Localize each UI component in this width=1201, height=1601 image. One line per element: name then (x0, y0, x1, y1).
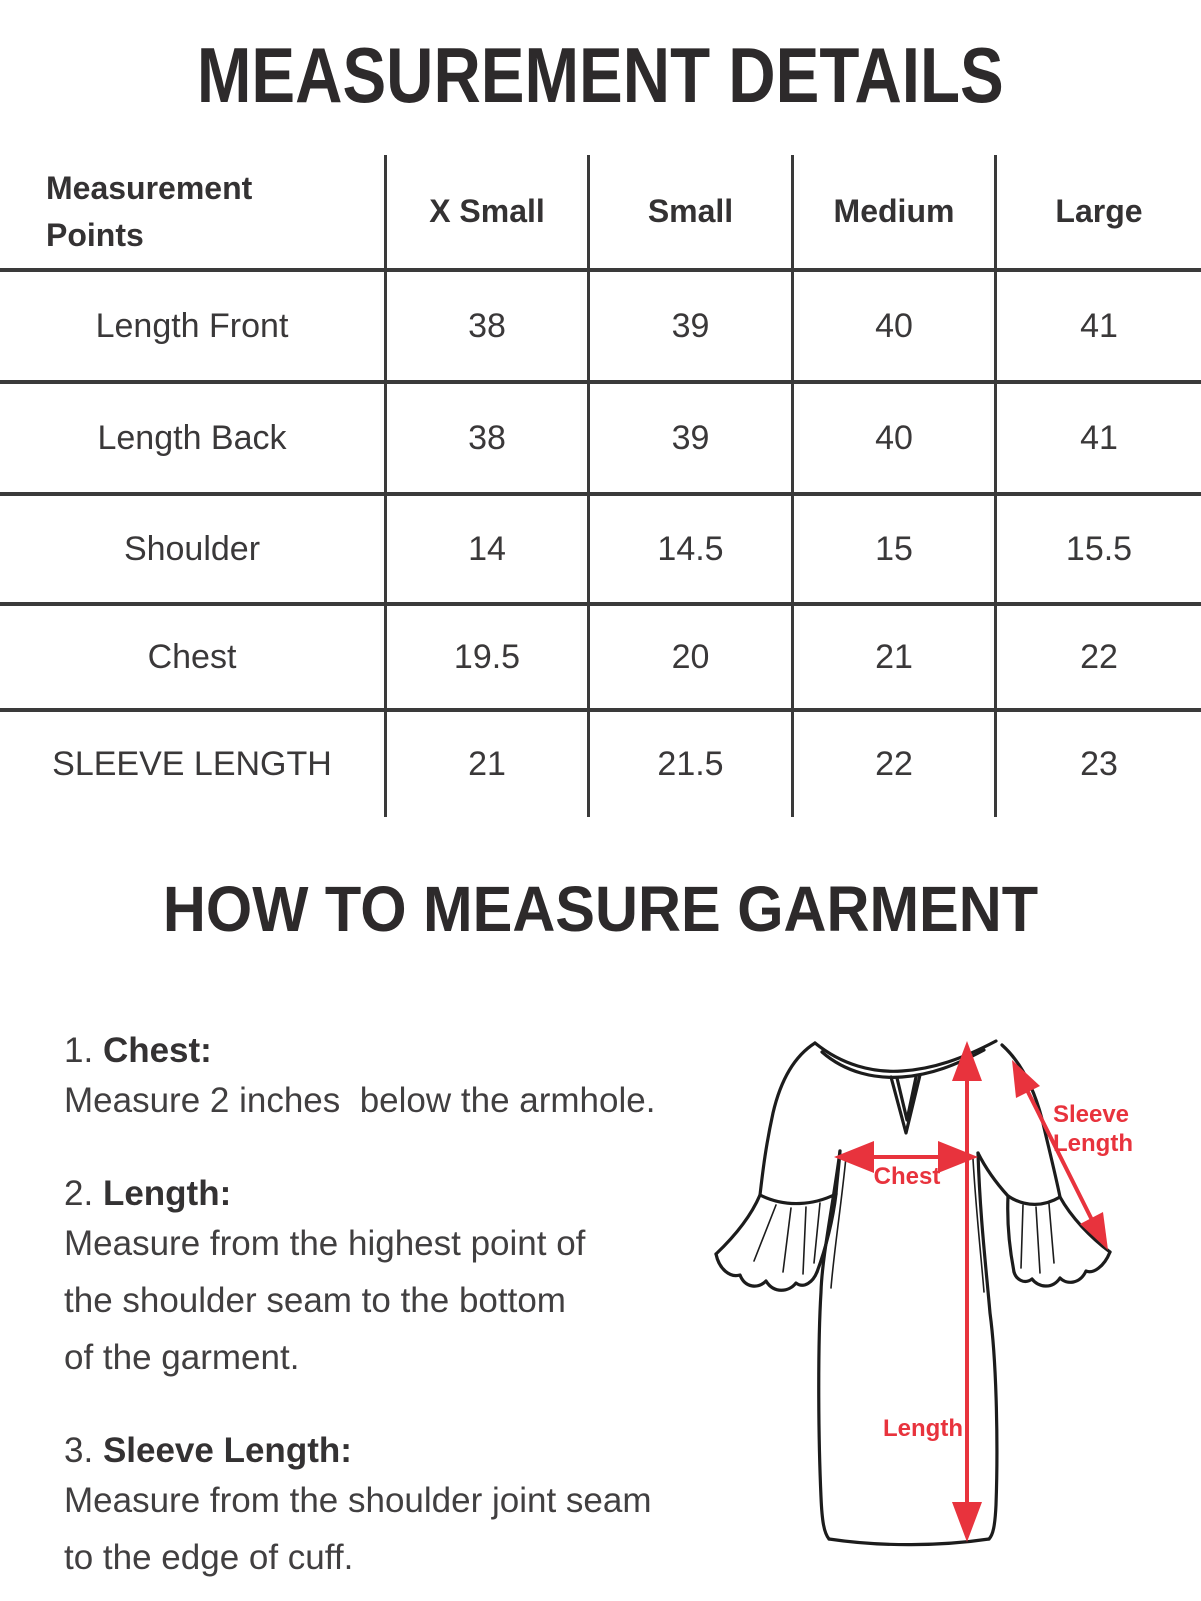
arrowhead-right-icon (938, 1141, 978, 1173)
instruction-line: of the garment. (64, 1338, 300, 1377)
instruction-term: Chest: (102, 1031, 212, 1070)
row-label: Length Back (0, 384, 387, 496)
value-cell: 21 (794, 606, 997, 712)
garment-svg (690, 1005, 1140, 1550)
value-cell: 41 (997, 384, 1201, 496)
section-title-text: HOW TO MEASURE GARMENT (162, 873, 1039, 945)
instruction-number: 2. (64, 1174, 94, 1213)
instruction-term: Length: (102, 1174, 232, 1213)
section-title (0, 872, 1201, 946)
sleeve-length-label-line1: Sleeve (1052, 1101, 1130, 1128)
arrowhead-up-icon (952, 1041, 982, 1081)
row-label: SLEEVE LENGTH (0, 712, 387, 817)
row-label: Chest (0, 606, 387, 712)
instruction-item (64, 1173, 754, 1386)
header-cell-small: Small (590, 155, 794, 272)
value-cell: 39 (590, 272, 794, 384)
chest-label: Chest (873, 1163, 941, 1190)
page-title-text: MEASUREMENT DETAILS (197, 31, 1004, 119)
header-cell-medium: Medium (794, 155, 997, 272)
page-title (0, 30, 1201, 121)
instruction-number: 3. (64, 1431, 94, 1470)
instruction-line: the shoulder seam to the bottom (64, 1281, 566, 1320)
value-cell: 21.5 (590, 712, 794, 817)
length-label: Length (883, 1415, 963, 1442)
value-cell: 14 (387, 496, 590, 606)
header-cell-measurement-points: Measurement Points (0, 155, 387, 272)
row-label: Shoulder (0, 496, 387, 606)
value-cell: 38 (387, 272, 590, 384)
garment-outline (716, 1041, 1110, 1545)
value-cell: 39 (590, 384, 794, 496)
instruction-number: 1. (64, 1031, 94, 1070)
instruction-line: to the edge of cuff. (64, 1538, 354, 1577)
value-cell: 40 (794, 384, 997, 496)
value-cell: 23 (1080, 745, 1118, 783)
value-cell: 15 (794, 496, 997, 606)
value-cell: 20 (590, 606, 794, 712)
instructions (64, 1030, 754, 1586)
header-cell-large: Large (997, 155, 1201, 272)
value-cell: 22 (997, 606, 1201, 712)
value-cell: 22 (794, 712, 997, 817)
instruction-item (64, 1430, 754, 1586)
value-cell: 15.5 (997, 496, 1201, 606)
instruction-line: Measure from the shoulder joint seam (64, 1481, 652, 1520)
value-cell: 40 (794, 272, 997, 384)
value-cell: 38 (387, 384, 590, 496)
value-cell: 19.5 (387, 606, 590, 712)
instruction-term: Sleeve Length: (102, 1431, 352, 1470)
value-cell: 21 (387, 712, 590, 817)
header-cell-xsmall: X Small (387, 155, 590, 272)
row-label: Length Front (0, 272, 387, 384)
arrowhead-upleft-icon (1012, 1060, 1040, 1098)
value-cell: 41 (997, 272, 1201, 384)
length-arrow (952, 1041, 982, 1542)
sleeve-length-label-line2: Length (1053, 1130, 1133, 1157)
size-table (0, 155, 1201, 817)
arrowhead-down-icon (952, 1502, 982, 1542)
garment-diagram (690, 1005, 1140, 1550)
instruction-item (64, 1030, 754, 1129)
instruction-line: Measure 2 inches below the armhole. (64, 1081, 656, 1120)
instruction-line: Measure from the highest point of (64, 1224, 586, 1263)
value-cell: 14.5 (590, 496, 794, 606)
